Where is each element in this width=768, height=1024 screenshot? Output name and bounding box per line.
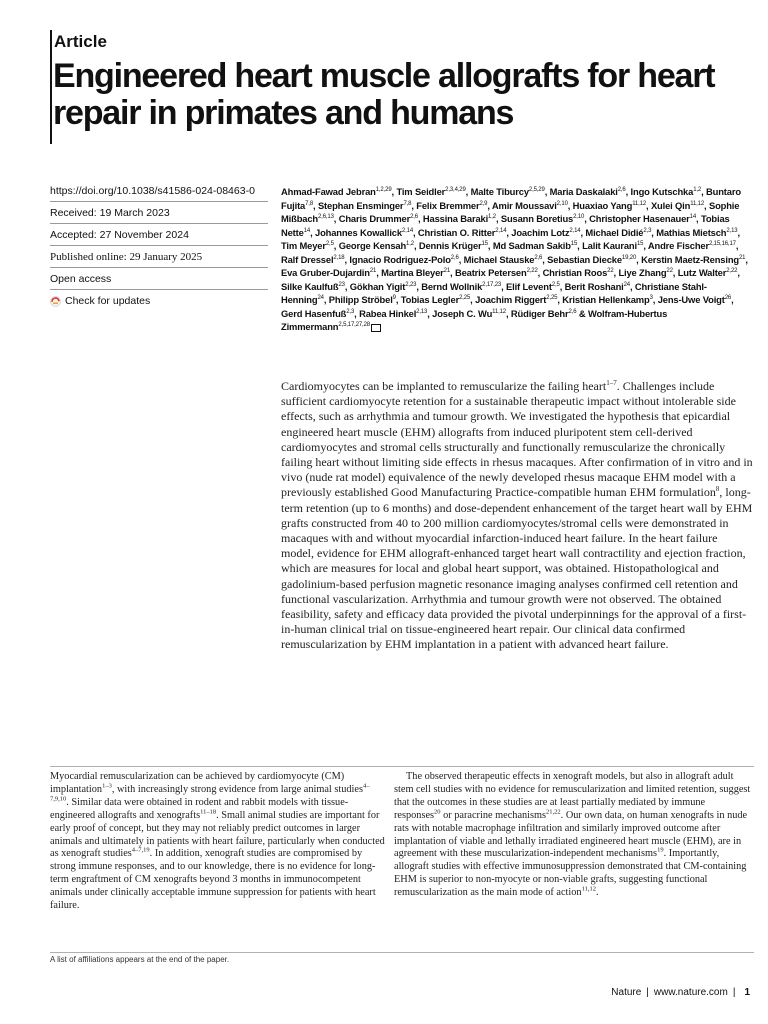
author-name[interactable]: Malte Tiburcy bbox=[470, 186, 529, 197]
author-affiliation: 2,25 bbox=[459, 294, 471, 301]
author-affiliation: 22 bbox=[666, 267, 673, 274]
citation-ref[interactable]: 11,12 bbox=[581, 885, 596, 893]
author-name[interactable]: Sebastian Diecke bbox=[547, 253, 622, 265]
author-affiliation: 2,5,17,27,28 bbox=[338, 321, 370, 328]
author-affiliation: 2,3,4,29 bbox=[445, 186, 466, 193]
author-affiliation: 1,2 bbox=[693, 186, 702, 193]
footnote-divider bbox=[50, 952, 754, 953]
author-affiliation: 15 bbox=[636, 240, 644, 247]
author-name[interactable]: Bernd Wollnik bbox=[421, 280, 483, 292]
author-name[interactable]: Christian Roos bbox=[542, 267, 608, 278]
author-affiliation: 2,10 bbox=[573, 213, 585, 220]
check-updates-icon bbox=[50, 296, 61, 307]
author-affiliation: 2,22 bbox=[526, 267, 538, 274]
article-metadata bbox=[50, 184, 268, 315]
author-affiliation: 2,15,16,17 bbox=[708, 240, 736, 247]
author-affiliation: 15 bbox=[481, 240, 488, 247]
author-affiliation: 7,8 bbox=[305, 200, 314, 207]
author-affiliation: 2,6 bbox=[568, 308, 577, 315]
header-rule bbox=[50, 30, 52, 144]
author-name[interactable]: Kerstin Maetz-Rensing bbox=[641, 253, 739, 265]
text-segment: , with increasingly strong evidence from large animal studies bbox=[111, 783, 363, 795]
author-name[interactable]: Amir Moussavi bbox=[491, 199, 557, 211]
author-affiliation: 14 bbox=[303, 227, 311, 234]
author-name[interactable]: Joseph C. Wu bbox=[432, 307, 493, 319]
text-segment: . bbox=[595, 887, 599, 899]
footer-separator: | bbox=[732, 987, 736, 998]
citation-ref[interactable]: 1–7 bbox=[606, 379, 617, 387]
affiliations-footnote: A list of affiliations appears at the end of the paper. bbox=[50, 955, 230, 964]
email-icon[interactable] bbox=[371, 324, 381, 332]
check-updates-label: Check for updates bbox=[65, 295, 151, 307]
author-affiliation: 11,12 bbox=[690, 200, 705, 207]
author-affiliation: 2,10 bbox=[556, 200, 568, 207]
author-name[interactable]: Christian O. Ritter bbox=[417, 226, 496, 238]
author-name[interactable]: Joachim Lotz bbox=[511, 226, 570, 238]
author-name[interactable]: Andre Fischer bbox=[647, 240, 709, 251]
citation-ref[interactable]: 4–7,9,10 bbox=[50, 782, 370, 803]
author-name[interactable]: Joachim Riggert bbox=[475, 294, 547, 305]
citation-ref[interactable]: 19 bbox=[657, 847, 664, 855]
text-segment: , long-term retention (up to 6 months) and dose-dependent enhancement of the target heart wall by EHM grafts constructed from 40 to 200 million cardiomyocytes/stromal cells were demonstrated in macaques with and without myocardial infarction-induced heart failure. In the heart failure model, evidence for EHM allograft-enhanced target heart wall contractility and ejection fraction, which are measures for local and global heart support, was obtained. Histopathological and gadolinium-based perfusion magnetic resonance imaging analyses confirmed cell retention and functional vascularization. Arrhythmia and tumour growth were not observed. The obtained feasibility, safety and efficacy data provided the pivotal underpinnings for the approval of a first-in-human clinical trial on tissue-engineered heart repair. Our clinical data confirmed remuscularization by EHM implantation in a patient with advanced heart failure. bbox=[281, 485, 753, 652]
text-segment: . Challenges include sufficient cardiomyocyte retention for a sustainable therapeutic impact without intolerable side effects, such as arrhythmia and tumour growth. We investigated the hypothesis that epicardial engineered heart muscle (EHM) allografts from induced pluripotent stem cell-derived cardiomyocytes and stromal cells structurally and functionally remuscularize the chronically failing heart without limiting side effects in rhesus macaques. After confirmation of in vitro and in vivo (nude rat model) equivalence of the newly developed rhesus macaque EHM model with a previously established Good Manufacturing Practice-compatible human EHM formulation bbox=[281, 379, 753, 500]
author-name[interactable]: Philipp Ströbel bbox=[328, 294, 393, 305]
section-divider bbox=[50, 766, 754, 767]
author-affiliation: 2,3 bbox=[643, 227, 652, 234]
author-affiliation: 26 bbox=[724, 294, 732, 301]
author-name[interactable]: Lutz Walter bbox=[677, 267, 727, 278]
author-affiliation: 2,14 bbox=[569, 227, 581, 234]
author-affiliation: 2,6 bbox=[450, 254, 459, 261]
author-name[interactable]: George Kensah bbox=[338, 240, 407, 251]
author-name[interactable]: Maria Daskalaki bbox=[549, 186, 618, 197]
journal-url[interactable]: www.nature.com bbox=[653, 987, 728, 998]
author-name[interactable]: Stephan Ensminger bbox=[317, 199, 404, 211]
author-affiliation: 14 bbox=[689, 213, 697, 220]
author-name[interactable]: Wolfram-Hubertus Zimmermann bbox=[281, 307, 668, 332]
author-list: Ahmad-Fawad Jebran$^{1,2,29}$, Tim Seidler$^{2,3,4,29}$, Malte Tiburcy$^{2,5,29}$, Maria Daskalaki$^{2,6}$, Ingo Kutschka$^{1,2}$, Buntaro Fujita$^{7,8}$, Stephan Ensminger$^{7,8}$, Felix Bremmer$^{2,9}$, Amir Moussavi$^{2,10}$, Huaxiao Yang$^{11,12}$, Xulei Qin$^{11,12}$, Sophie Mißbach$^{2,6,13}$, Charis Drummer$^{2,6}$, Hassina Baraki$^{1,2}$, Susann Boretius$^{2,10}$, Christopher Hasenauer$^{14}$, Tobias Nette$^{14}$, Johannes Kowallick$^{2,14}$, Christian O. Ritter$^{2,14}$, Joachim Lotz$^{2,14}$, Michael Didié$^{2,3}$, Mathias Mietsch$^{2,13}$, Tim Meyer$^{2,5}$, George Kensah$^{1,2}$, Dennis Krüger$^{15}$, Md Sadman Sakib$^{15}$, Lalit Kaurani$^{15}$, Andre Fischer$^{2,15,16,17}$, Ralf Dressel$^{2,18}$, Ignacio Rodriguez-Polo$^{2,6}$, Michael Stauske$^{2,6}$, Sebastian Diecke$^{19,20}$, Kerstin Maetz-Rensing$^{21}$, Eva Gruber-Dujardin$^{21}$, Martina Bleyer$^{21}$, Beatrix Petersen$^{2,22}$, Christian Roos$^{22}$, Liye Zhang$^{22}$, Lutz Walter$^{2,22}$, Silke Kaulfuß$^{23}$, Gökhan Yigit$^{2,23}$, Bernd Wollnik$^{2,17,23}$, Elif Levent$^{2,5}$, Berit Roshani$^{24}$, Christiane Stahl-Henning$^{24}$, Philipp Ströbel$^9$, Tobias Legler$^{2,25}$, Joachim Riggert$^{2,25}$, Kristian Hellenkamp$^3$, Jens-Uwe Voigt$^{26}$, Gerd Hasenfuß$^{2,3}$, Rabea Hinkel$^{2,13}$, Joseph C. Wu$^{11,12}$, Rüdiger Behr$^{2,6}$ & Wolfram-Hubertus Zimmermann$^{2,5,17,27,28}$ bbox=[281, 186, 748, 332]
author-name[interactable]: Susann Boretius bbox=[500, 213, 574, 224]
text-segment: Myocardial remuscularization can be achieved by cardiomyocyte (CM) implantation bbox=[50, 771, 345, 795]
page-number: 1 bbox=[744, 987, 750, 998]
author-name[interactable]: Michael Didié bbox=[585, 226, 644, 238]
author-name[interactable]: Beatrix Petersen bbox=[454, 267, 527, 278]
citation-ref[interactable]: 21,22 bbox=[546, 808, 561, 816]
author-affiliation: 1,2 bbox=[406, 240, 414, 247]
author-name[interactable]: Dennis Krüger bbox=[418, 240, 482, 251]
author-affiliation: 9 bbox=[392, 294, 396, 301]
author-affiliation: 21 bbox=[443, 267, 451, 274]
author-affiliation: 24 bbox=[623, 281, 630, 288]
received-date: Received: 19 March 2023 bbox=[50, 206, 268, 224]
published-date: Published online: 29 January 2025 bbox=[50, 250, 268, 268]
doi-link[interactable]: https://doi.org/10.1038/s41586-024-08463-0 bbox=[50, 184, 268, 202]
text-segment: . In addition, xenograft studies are compromised by strong immune responses, and to our knowledge, there is no evidence for long-term engraftment of CM xenografts beyond 3 months in immunocompetent animals under clinically acceptable immune suppression for patients with heart failure. bbox=[50, 848, 376, 912]
open-access-label: Open access bbox=[50, 272, 268, 290]
author-name[interactable]: Rüdiger Behr bbox=[510, 307, 569, 319]
author-name[interactable]: Md Sadman Sakib bbox=[492, 240, 571, 251]
author-affiliation: 23 bbox=[338, 281, 345, 288]
author-affiliation: 21 bbox=[738, 254, 746, 261]
body-paragraph bbox=[50, 771, 385, 913]
author-name[interactable]: Michael Stauske bbox=[463, 253, 535, 265]
citation-ref[interactable]: 4–7,19 bbox=[131, 847, 150, 855]
author-name[interactable]: Tobias Legler bbox=[400, 294, 460, 305]
author-affiliation: 2,14 bbox=[401, 227, 413, 234]
author-name[interactable]: Hassina Baraki bbox=[422, 213, 489, 224]
author-affiliation: 2,22 bbox=[726, 267, 738, 274]
author-affiliation: 2,6 bbox=[410, 213, 418, 220]
text-segment: . Our own data, on human xenografts in nude rats with notable macrophage infiltration and similarly improved outcome after implantation of viable and lethally irradiated engineered heart muscle (EHM), are in agreement with these muscularization-independent mechanisms bbox=[394, 809, 748, 860]
author-name[interactable]: Rabea Hinkel bbox=[359, 307, 417, 319]
author-name[interactable]: Ignacio Rodriguez-Polo bbox=[349, 253, 451, 265]
author-affiliation: 3 bbox=[649, 294, 653, 301]
author-name[interactable]: Christopher Hasenauer bbox=[589, 213, 690, 224]
author-name[interactable]: Huaxiao Yang bbox=[572, 199, 633, 211]
author-affiliation: 7,8 bbox=[403, 200, 412, 207]
author-name[interactable]: Xulei Qin bbox=[650, 199, 691, 211]
author-affiliation: 2,13 bbox=[416, 308, 428, 315]
body-column-left bbox=[50, 771, 385, 913]
author-name[interactable]: Jens-Uwe Voigt bbox=[657, 294, 725, 305]
text-segment: . Small animal studies are important for early proof of concept, but they may not reliably predict outcomes in larger animals and ultimately in patients with heart failure, particularly when conducted as xenograft studies bbox=[50, 809, 385, 860]
body-paragraph bbox=[394, 771, 754, 900]
author-name[interactable]: Ahmad-Fawad Jebran bbox=[281, 186, 376, 197]
text-segment: Cardiomyocytes can be implanted to remuscularize the failing heart bbox=[281, 379, 607, 393]
author-affiliation: 24 bbox=[317, 294, 324, 301]
author-name[interactable]: Johannes Kowallick bbox=[315, 226, 402, 238]
author-affiliation: 1,2 bbox=[488, 213, 496, 220]
journal-name: Nature bbox=[611, 987, 642, 998]
author-affiliation: 2,14 bbox=[495, 227, 507, 234]
author-affiliation: 21 bbox=[369, 267, 377, 274]
text-segment: or paracrine mechanisms bbox=[440, 809, 547, 821]
author-affiliation: 2,3 bbox=[346, 308, 355, 315]
text-segment: The observed therapeutic effects in xenograft models, but also in allograft adult stem cell studies with no evidence for remuscularization and limited retention, suggest that the outcomes in these studies are at least partially mediated by immune responses bbox=[394, 771, 751, 821]
author-affiliation: 11,12 bbox=[492, 308, 506, 315]
author-affiliation: 19,20 bbox=[621, 254, 637, 261]
citation-ref[interactable]: 20 bbox=[434, 808, 441, 816]
author-name[interactable]: Liye Zhang bbox=[618, 267, 667, 278]
author-name[interactable]: Tim Meyer bbox=[281, 240, 326, 251]
author-affiliation: 1,2,29 bbox=[375, 186, 392, 193]
author-affiliation: 2,5,29 bbox=[528, 186, 545, 193]
author-affiliation: 15 bbox=[570, 240, 578, 247]
citation-ref[interactable]: 8 bbox=[715, 485, 720, 494]
citation-ref[interactable]: 1–3 bbox=[102, 782, 112, 790]
check-for-updates-button[interactable] bbox=[50, 294, 268, 311]
author-affiliation: 2,6,13 bbox=[317, 213, 334, 220]
author-name[interactable]: Martina Bleyer bbox=[381, 267, 444, 278]
accepted-date: Accepted: 27 November 2024 bbox=[50, 228, 268, 246]
article-title: Engineered heart muscle allografts for heart repair in primates and humans bbox=[53, 57, 715, 132]
author-name[interactable]: Buntaro Fujita bbox=[281, 186, 741, 211]
author-name[interactable]: Lalit Kaurani bbox=[582, 240, 637, 251]
author-affiliation: 2,18 bbox=[333, 254, 345, 261]
author-affiliation: 2,25 bbox=[546, 294, 558, 301]
author-affiliation: 2,6 bbox=[617, 186, 626, 193]
author-affiliation: 2,6 bbox=[534, 254, 543, 261]
author-name[interactable]: Berit Roshani bbox=[564, 280, 624, 292]
abstract bbox=[281, 379, 753, 653]
footer-separator: | bbox=[646, 987, 649, 998]
author-name[interactable]: Ralf Dressel bbox=[281, 253, 334, 265]
text-segment: . Importantly, allograft studies with effective immunosuppression demonstrated that CM-containing EHM is superior to non-myocyte or non-viable grafts, suggesting functional remuscularization as the main mode of action bbox=[394, 848, 747, 899]
author-affiliation: 2,23 bbox=[405, 281, 417, 288]
body-column-right bbox=[394, 771, 754, 900]
author-affiliation: 2,13 bbox=[726, 227, 738, 234]
article-type-label: Article bbox=[54, 32, 107, 51]
author-name[interactable]: Felix Bremmer bbox=[416, 199, 480, 211]
author-affiliation: 2,5 bbox=[551, 281, 560, 288]
author-name[interactable]: Silke Kaulfuß bbox=[281, 280, 339, 292]
author-name[interactable]: Mathias Mietsch bbox=[656, 226, 727, 238]
author-name[interactable]: Tim Seidler bbox=[396, 186, 446, 197]
author-name[interactable]: Christiane Stahl-Henning bbox=[281, 280, 707, 305]
author-affiliation: 22 bbox=[607, 267, 614, 274]
author-affiliation: 2,9 bbox=[479, 200, 488, 207]
author-name[interactable]: Elif Levent bbox=[506, 280, 552, 292]
text-segment: . Similar data were obtained in rodent and rabbit models with tissue-engineered allografts and xenografts bbox=[50, 796, 349, 821]
citation-ref[interactable]: 11–18 bbox=[200, 808, 217, 816]
author-name[interactable]: Eva Gruber-Dujardin bbox=[281, 267, 370, 278]
author-name[interactable]: Gökhan Yigit bbox=[349, 280, 406, 292]
author-name[interactable]: Ingo Kutschka bbox=[630, 186, 694, 197]
author-affiliation: 2,17,23 bbox=[482, 281, 502, 288]
page-footer bbox=[611, 987, 750, 998]
author-affiliation: 11,12 bbox=[632, 200, 647, 207]
author-name[interactable]: Kristian Hellenkamp bbox=[562, 294, 650, 305]
author-name[interactable]: Tobias Nette bbox=[281, 213, 730, 238]
author-name[interactable]: Sophie Mißbach bbox=[281, 199, 740, 224]
author-name[interactable]: Charis Drummer bbox=[338, 213, 411, 224]
author-name[interactable]: Gerd Hasenfuß bbox=[281, 307, 347, 319]
author-affiliation: 2,5 bbox=[325, 240, 334, 247]
